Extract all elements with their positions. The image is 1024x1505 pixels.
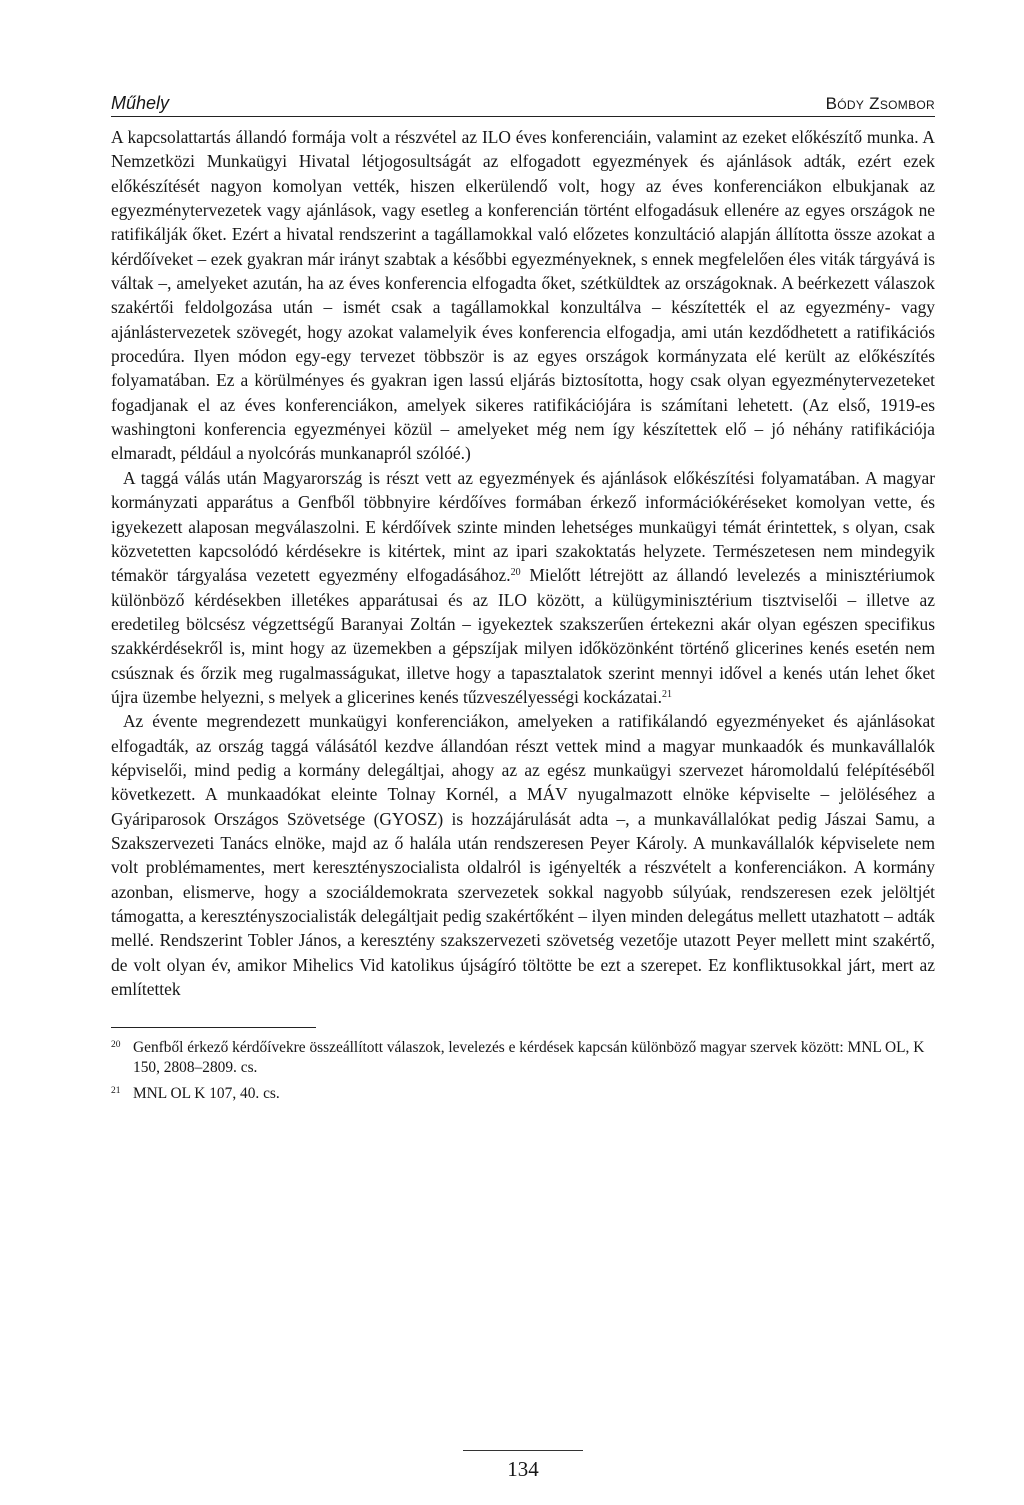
- body-text: [111, 125, 935, 1001]
- running-header: [111, 88, 935, 117]
- paragraph-2-text-b: Mielőtt létrejött az állandó levelezés a minisztériumok különböző kérdésekben illetékes apparátusai és az ILO között, a külügyminisztérium tisztviselői – illetve az eredetileg bölcsész végzettségű Baranyai Zoltán – igyekeztek szakszerűen értekezni akár olyan egészen specifikus szakkérdésekről is, mint hogy az üzemekben a gépszíjak milyen időközönként történő glicerines kenés esetén nem csúsznak és őrzik meg rugalmasságukat, illetve hogy a tapasztalatok szerint mennyi idővel a kenés után lehet őket újra üzembe helyezni, s melyek a glicerines kenés tűzveszélyességi kockázatai.: [111, 565, 935, 707]
- author-name: Bódy Zsombor: [825, 94, 935, 113]
- footnote-20: [111, 1038, 935, 1078]
- footnotes: [111, 1038, 935, 1104]
- section-title: Műhely: [111, 93, 170, 113]
- paragraph-2-text-a: A taggá válás után Magyarország is részt vett az egyezmények és ajánlások előkészítési folyamatában. A magyar kormányzati apparátus a Genfből többnyire kérdőíves formában érkező információkéréseket komolyan vette, és igyekezett alaposan megválaszolni. E kérdőívek szinte minden lehetséges munkaügyi témát érintettek, s olyan, csak közvetetten kapcsolódó kérdésekre is kitértek, mint az ipari szakoktatás helyzete. Természetesen nem mindegyik témakör tárgyalása vezetett egyezmény elfogadásához.: [111, 467, 935, 586]
- document-page: [111, 88, 935, 1481]
- page-number: [111, 1450, 935, 1482]
- paragraph-2: [111, 466, 935, 709]
- paragraph-1: [111, 125, 935, 466]
- footnote-divider: [111, 1027, 316, 1028]
- footnote-21: [111, 1084, 935, 1104]
- paragraph-1-text: A kapcsolattartás állandó formája volt a részvétel az ILO éves konferenciáin, valamint az ezeket előkészítő munka. A Nemzetközi Munkaügyi Hivatal létjogosultságát az elfogadott egyezmények és ajánlások adták, ezért ezek előkészítését nagyon komolyan vették, hiszen elkerülendő volt, hogy az éves konferenciákon elbukjanak az egyezménytervezetek vagy ajánlások, vagy esetleg a konferencián történt elfogadásuk ellenére az egyes országok ne ratifikálják őket. Ezért a hivatal rendszerint a tagállamokkal való előzetes konzultáció alapján állította össze azokat a kérdőíveket – ezek gyakran már irányt szabtak a későbbi egyezményeknek, s ennek megfelelően éles viták tárgyává is váltak –, amelyeket azután, ha az éves konferencia elfogadta őket, szétküldtek az országoknak. A beérkezett válaszok szakértői feldolgozása után – ismét csak a tagállamokkal konzultálva – készítették el az egyezmény- vagy ajánlástervezetek szövegét, hogy azokat valamelyik éves konferencia elfogadja, ami után kezdődhetett a ratifikációs procedúra. Ilyen módon egy-egy tervezet többször is az egyes országok kormányzata elé került az előkészítés folyamatában. Ez a körülményes és gyakran igen lassú eljárás biztosította, hogy csak olyan egyezménytervezeteket fogadjanak el az éves konferenciákon, amelyek sikeres ratifikációjára is számítani lehetett. (Az első, 1919-es washingtoni konferencia egyezményei közül – amelyeket még nem így készítettek elő – jó néhány ratifikációja elmaradt, például a nyolcórás munkanapról szólóé.): [111, 127, 935, 464]
- paragraph-3-text: Az évente megrendezett munkaügyi konferenciákon, amelyeken a ratifikálandó egyezményeket és ajánlásokat elfogadták, az ország taggá válásától kezdve állandóan részt vettek mind a magyar munkaadók és munkavállalók képviselői, mind pedig a kormány delegáltjai, ahogy az az egész munkaügyi szervezet háromoldalú felépítéséből következett. A munkaadókat eleinte Tolnay Kornél, a MÁV nyugalmazott elnöke képviselte – jelöléséhez a Gyáriparosok Országos Szövetsége (GYOSZ) is hozzájárulását adta –, a munkavállalókat pedig Jászai Samu, a Szakszervezeti Tanács elnöke, majd az ő halála után rendszeresen Peyer Károly. A munkavállalók képviselete nem volt problémamentes, mert keresztényszocialista oldalról is igényelték a részvételt a konferenciákon. A kormány azonban, elismerve, hogy a szociáldemokrata szervezetek sokkal nagyobb súlyúak, rendszeresen ezek jelöltjét támogatta, a keresztényszocialisták delegáltjait pedig szakértőként – ilyen minden delegátus mellett utazhatott – adták mellé. Rendszerint Tobler János, a keresztény szakszervezeti szövetség vezetője utazott Peyer mellett mint szakértő, de volt olyan év, amikor Mihelics Vid katolikus újságíró töltötte be ezt a szerepet. Ez konfliktusokkal járt, mert az említettek: [111, 711, 935, 1000]
- footnote-text: MNL OL K 107, 40. cs.: [133, 1085, 280, 1103]
- page-number-value: 134: [463, 1450, 583, 1482]
- paragraph-3: [111, 709, 935, 1001]
- footnote-ref-21[interactable]: 21: [661, 688, 672, 700]
- footnote-text: Genfből érkező kérdőívekre összeállított válaszok, levelezés e kérdések kapcsán különböző magyar szervek között: MNL OL, K 150, 2808–2809. cs.: [133, 1039, 925, 1077]
- footnote-ref-20[interactable]: 20: [510, 567, 521, 579]
- footnote-number: 21: [111, 1086, 121, 1097]
- footnote-number: 20: [111, 1040, 121, 1051]
